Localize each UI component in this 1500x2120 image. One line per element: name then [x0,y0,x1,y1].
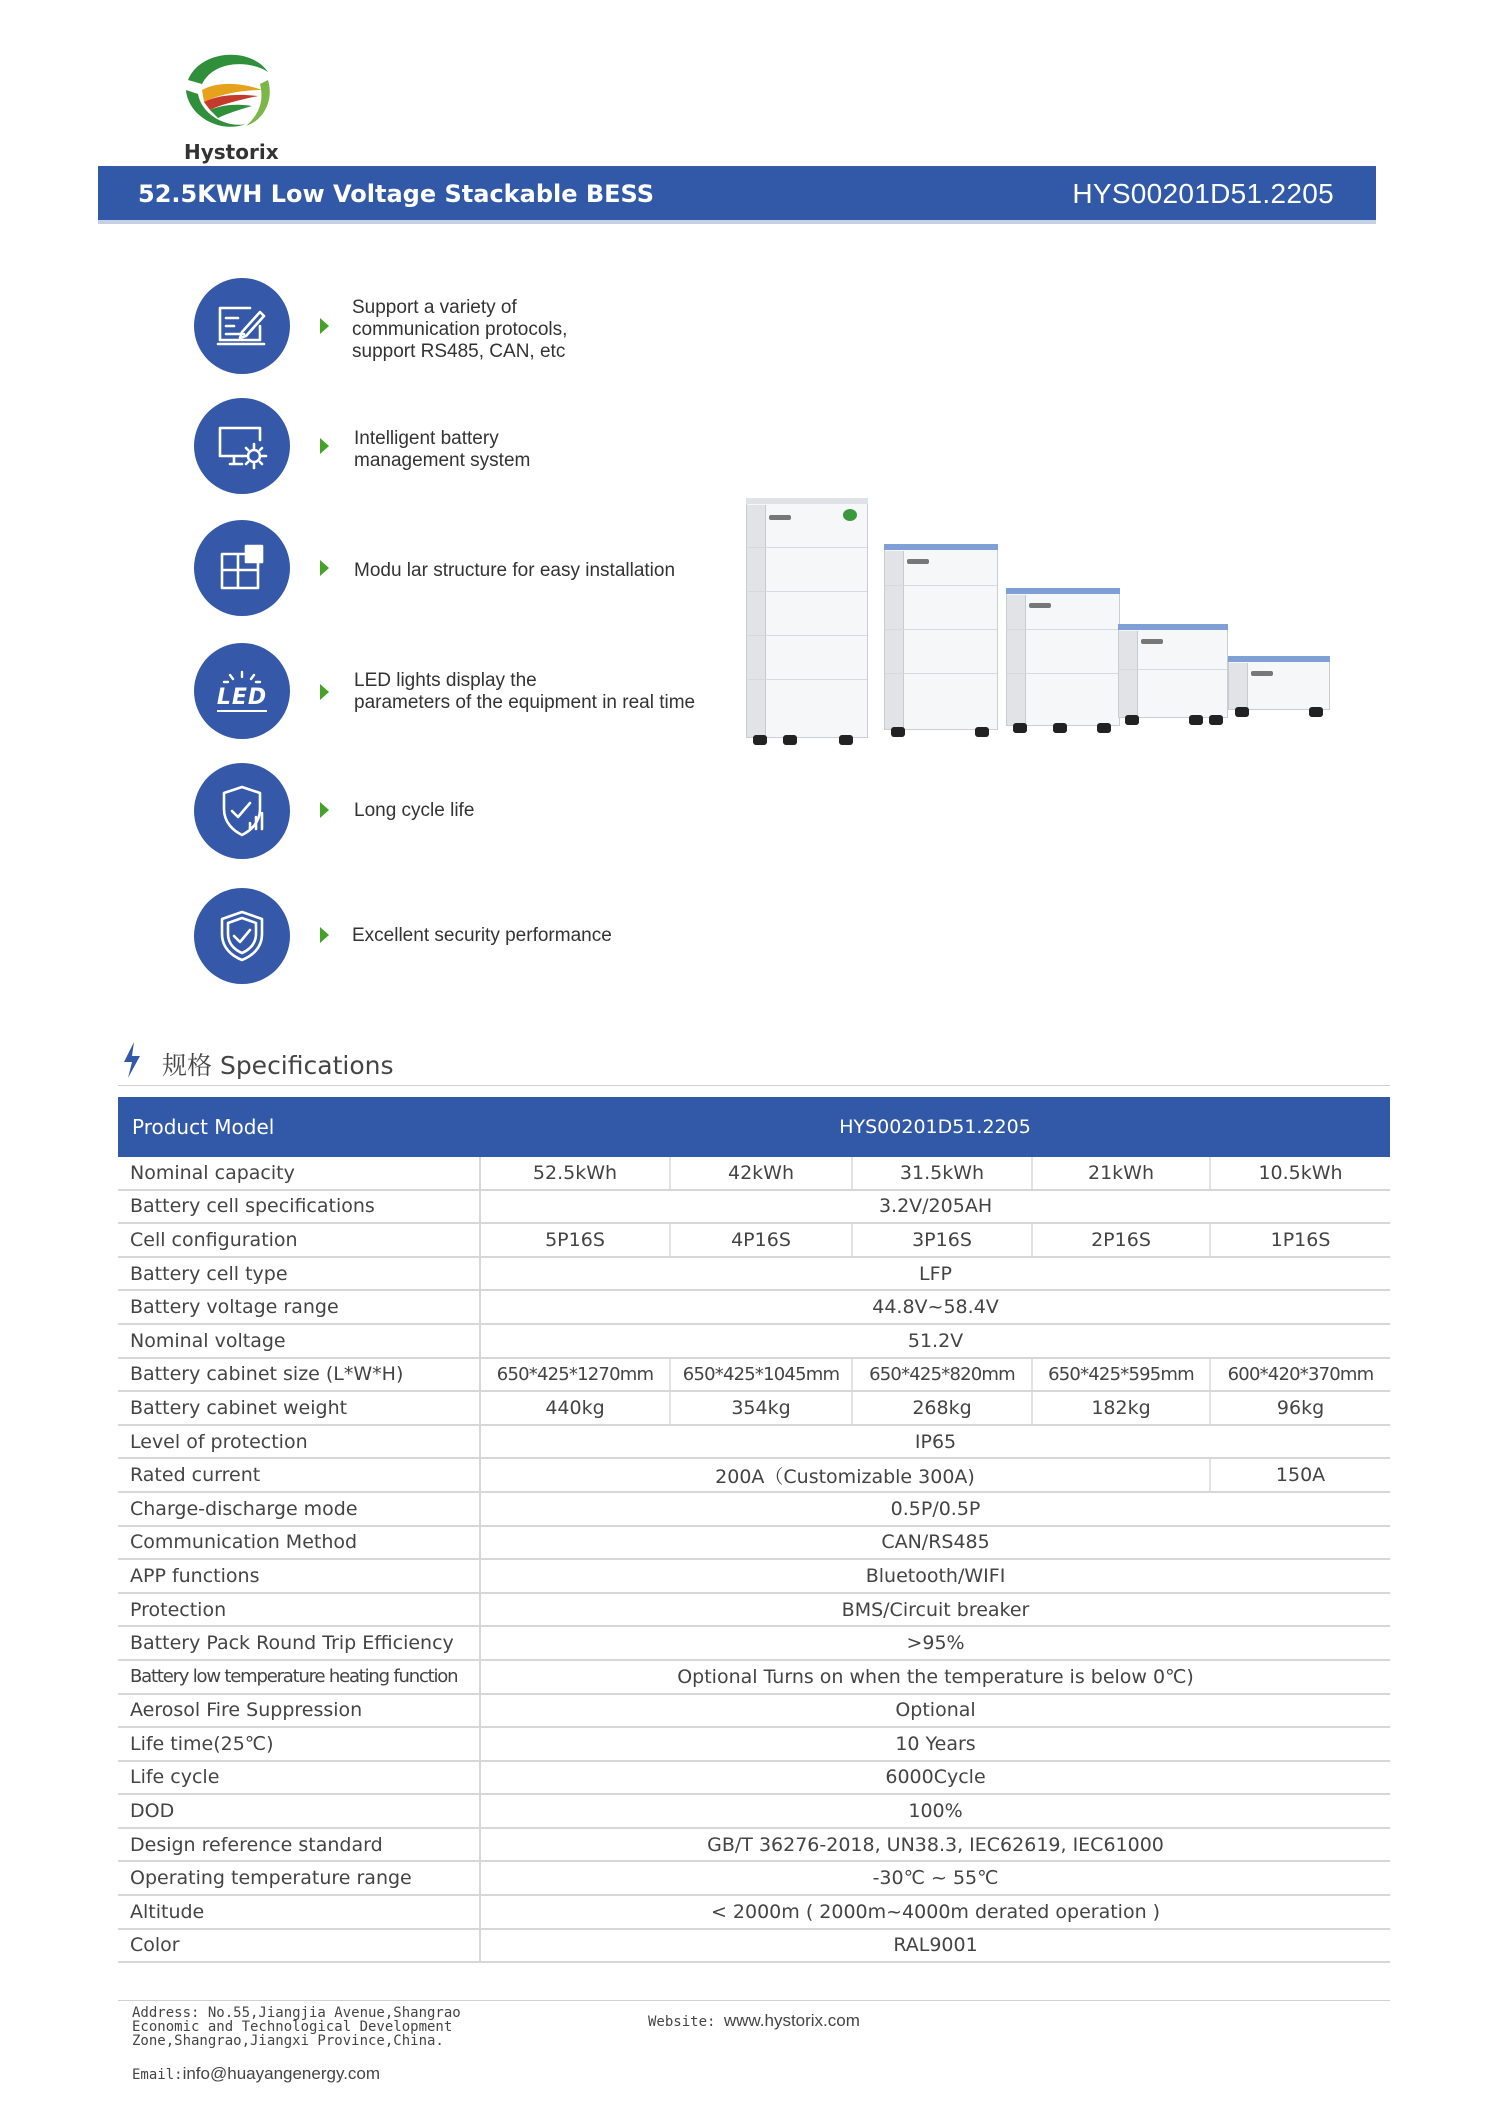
feature-text: Long cycle life [354,800,475,821]
shield-check-icon [194,888,290,984]
cell-value: IP65 [480,1425,1390,1459]
row-label: Nominal capacity [118,1157,480,1190]
feature-item [194,643,290,739]
brand-name: Hystorix [184,140,279,164]
battery-cabinet [746,498,868,738]
cell-value: 650*425*595mm [1032,1358,1210,1392]
specs-heading: 规格 Specifications [162,1051,394,1080]
cell-value: 44.8V~58.4V [480,1290,1390,1324]
led-icon-label: LED [216,685,268,710]
green-arrow-icon [320,560,329,576]
cell-value: 150A [1210,1458,1390,1492]
table-header-row [118,1097,1390,1157]
cell-value: 1P16S [1210,1223,1390,1257]
cell-value: 10.5kWh [1210,1157,1390,1190]
product-cabinets-image [740,490,1340,750]
row-label: Battery low temperature heating function [118,1660,480,1694]
footer-website [648,2011,860,2031]
battery-cabinet [1118,624,1228,718]
header-product-model-value: HYS00201D51.2205 [480,1097,1390,1157]
specifications-table [118,1097,1390,1963]
divider [118,1085,1390,1086]
table-row [118,1660,1390,1694]
footer-divider [118,2000,1390,2001]
table-row [118,1358,1390,1392]
row-label: Cell configuration [118,1223,480,1257]
row-label: Communication Method [118,1526,480,1560]
row-label: Rated current [118,1458,480,1492]
green-arrow-icon [320,438,329,454]
cell-value: GB/T 36276-2018, UN38.3, IEC62619, IEC61000 [480,1828,1390,1862]
table-row [118,1593,1390,1627]
cell-value: Optional [480,1694,1390,1728]
hystorix-logo [180,50,276,136]
cell-value: BMS/Circuit breaker [480,1593,1390,1627]
table-row [118,1694,1390,1728]
row-label: Battery Pack Round Trip Efficiency [118,1626,480,1660]
led-icon [194,643,290,739]
table-row [118,1929,1390,1963]
cell-value: 4P16S [670,1223,852,1257]
table-row [118,1391,1390,1425]
cell-value: >95% [480,1626,1390,1660]
email-link[interactable]: info@huayangenergy.com [182,2064,381,2083]
row-label: Life cycle [118,1761,480,1795]
table-row [118,1425,1390,1459]
table-row [118,1458,1390,1492]
table-row [118,1828,1390,1862]
cell-value: 268kg [852,1391,1032,1425]
row-label: Battery cell specifications [118,1190,480,1224]
cell-value: LFP [480,1257,1390,1291]
table-row [118,1761,1390,1795]
cell-value: 0.5P/0.5P [480,1492,1390,1526]
cell-value: 650*425*820mm [852,1358,1032,1392]
cell-value: RAL9001 [480,1929,1390,1963]
row-label: Level of protection [118,1425,480,1459]
cell-value: 182kg [1032,1391,1210,1425]
cell-value: Bluetooth/WIFI [480,1559,1390,1593]
table-row [118,1559,1390,1593]
row-label: Nominal voltage [118,1324,480,1358]
feature-text: LED lights display the parameters of the equipment in real time [354,670,696,713]
table-row [118,1794,1390,1828]
cell-value: -30℃ ~ 55℃ [480,1861,1390,1895]
feature-text: Intelligent battery management system [354,428,531,471]
table-row [118,1157,1390,1190]
table-row [118,1290,1390,1324]
row-label: Battery cabinet weight [118,1391,480,1425]
table-row [118,1861,1390,1895]
feature-text: Support a variety of communication protocols, support RS485, CAN, etc [352,297,568,362]
cell-value: < 2000m ( 2000m~4000m derated operation ) [480,1895,1390,1929]
table-row [118,1727,1390,1761]
cell-value: 10 Years [480,1727,1390,1761]
cell-value: 96kg [1210,1391,1390,1425]
green-arrow-icon [320,927,329,943]
modular-blocks-icon [194,520,290,616]
cell-value: 5P16S [480,1223,670,1257]
row-label: Aerosol Fire Suppression [118,1694,480,1728]
row-label: Charge-discharge mode [118,1492,480,1526]
cell-value: 600*420*370mm [1210,1358,1390,1392]
row-label: Battery cell type [118,1257,480,1291]
feature-item [194,763,290,859]
monitor-gear-icon [194,398,290,494]
feature-item [194,888,290,984]
table-row [118,1895,1390,1929]
cell-value: 52.5kWh [480,1157,670,1190]
battery-cabinet [1228,656,1330,710]
green-arrow-icon [320,802,329,818]
table-row [118,1526,1390,1560]
feature-item [194,278,290,374]
row-label: Color [118,1929,480,1963]
feature-text: Excellent security performance [352,925,612,946]
battery-cabinet [1006,588,1120,726]
cell-value: 42kWh [670,1157,852,1190]
title-bar [98,166,1376,224]
row-label: Operating temperature range [118,1861,480,1895]
website-link[interactable]: www.hystorix.com [723,2011,860,2030]
lightning-icon [120,1040,144,1080]
cell-value: 2P16S [1032,1223,1210,1257]
table-row [118,1190,1390,1224]
footer-address: Address: No.55,Jiangjia Avenue,Shangrao Economic and Technological Development Zone,Shangrao,Jiangxi Province,China. [132,2005,461,2049]
document-edit-icon [194,278,290,374]
cell-value: 354kg [670,1391,852,1425]
cell-value: 100% [480,1794,1390,1828]
header-product-model-label: Product Model [118,1097,480,1157]
row-label: Design reference standard [118,1828,480,1862]
row-label: Battery voltage range [118,1290,480,1324]
row-label: Protection [118,1593,480,1627]
table-row [118,1492,1390,1526]
product-title: 52.5KWH Low Voltage Stackable BESS [138,180,655,208]
cell-value: 200A（Customizable 300A) [480,1458,1210,1492]
table-row [118,1324,1390,1358]
feature-text: Modu lar structure for easy installation [354,560,676,581]
row-label: Battery cabinet size (L*W*H) [118,1358,480,1392]
cell-value: 51.2V [480,1324,1390,1358]
website-label: Website: [648,2014,716,2030]
cell-value: 6000Cycle [480,1761,1390,1795]
cell-value: 3.2V/205AH [480,1190,1390,1224]
table-row [118,1626,1390,1660]
cell-value: 31.5kWh [852,1157,1032,1190]
battery-cabinet [884,544,998,730]
row-label: APP functions [118,1559,480,1593]
table-row [118,1257,1390,1291]
cell-value: 21kWh [1032,1157,1210,1190]
product-code: HYS00201D51.2205 [1072,178,1334,209]
row-label: DOD [118,1794,480,1828]
row-label: Life time(25℃) [118,1727,480,1761]
cell-value: 3P16S [852,1223,1032,1257]
shield-chart-icon [194,763,290,859]
email-label: Email: [132,2067,183,2083]
green-arrow-icon [320,684,329,700]
row-label: Altitude [118,1895,480,1929]
cell-value: Optional Turns on when the temperature is below 0℃) [480,1660,1390,1694]
feature-item [194,398,290,494]
table-row [118,1223,1390,1257]
cell-value: CAN/RS485 [480,1526,1390,1560]
green-arrow-icon [320,318,329,334]
cell-value: 650*425*1045mm [670,1358,852,1392]
footer-email [132,2064,380,2084]
feature-item [194,520,290,616]
cell-value: 440kg [480,1391,670,1425]
cell-value: 650*425*1270mm [480,1358,670,1392]
